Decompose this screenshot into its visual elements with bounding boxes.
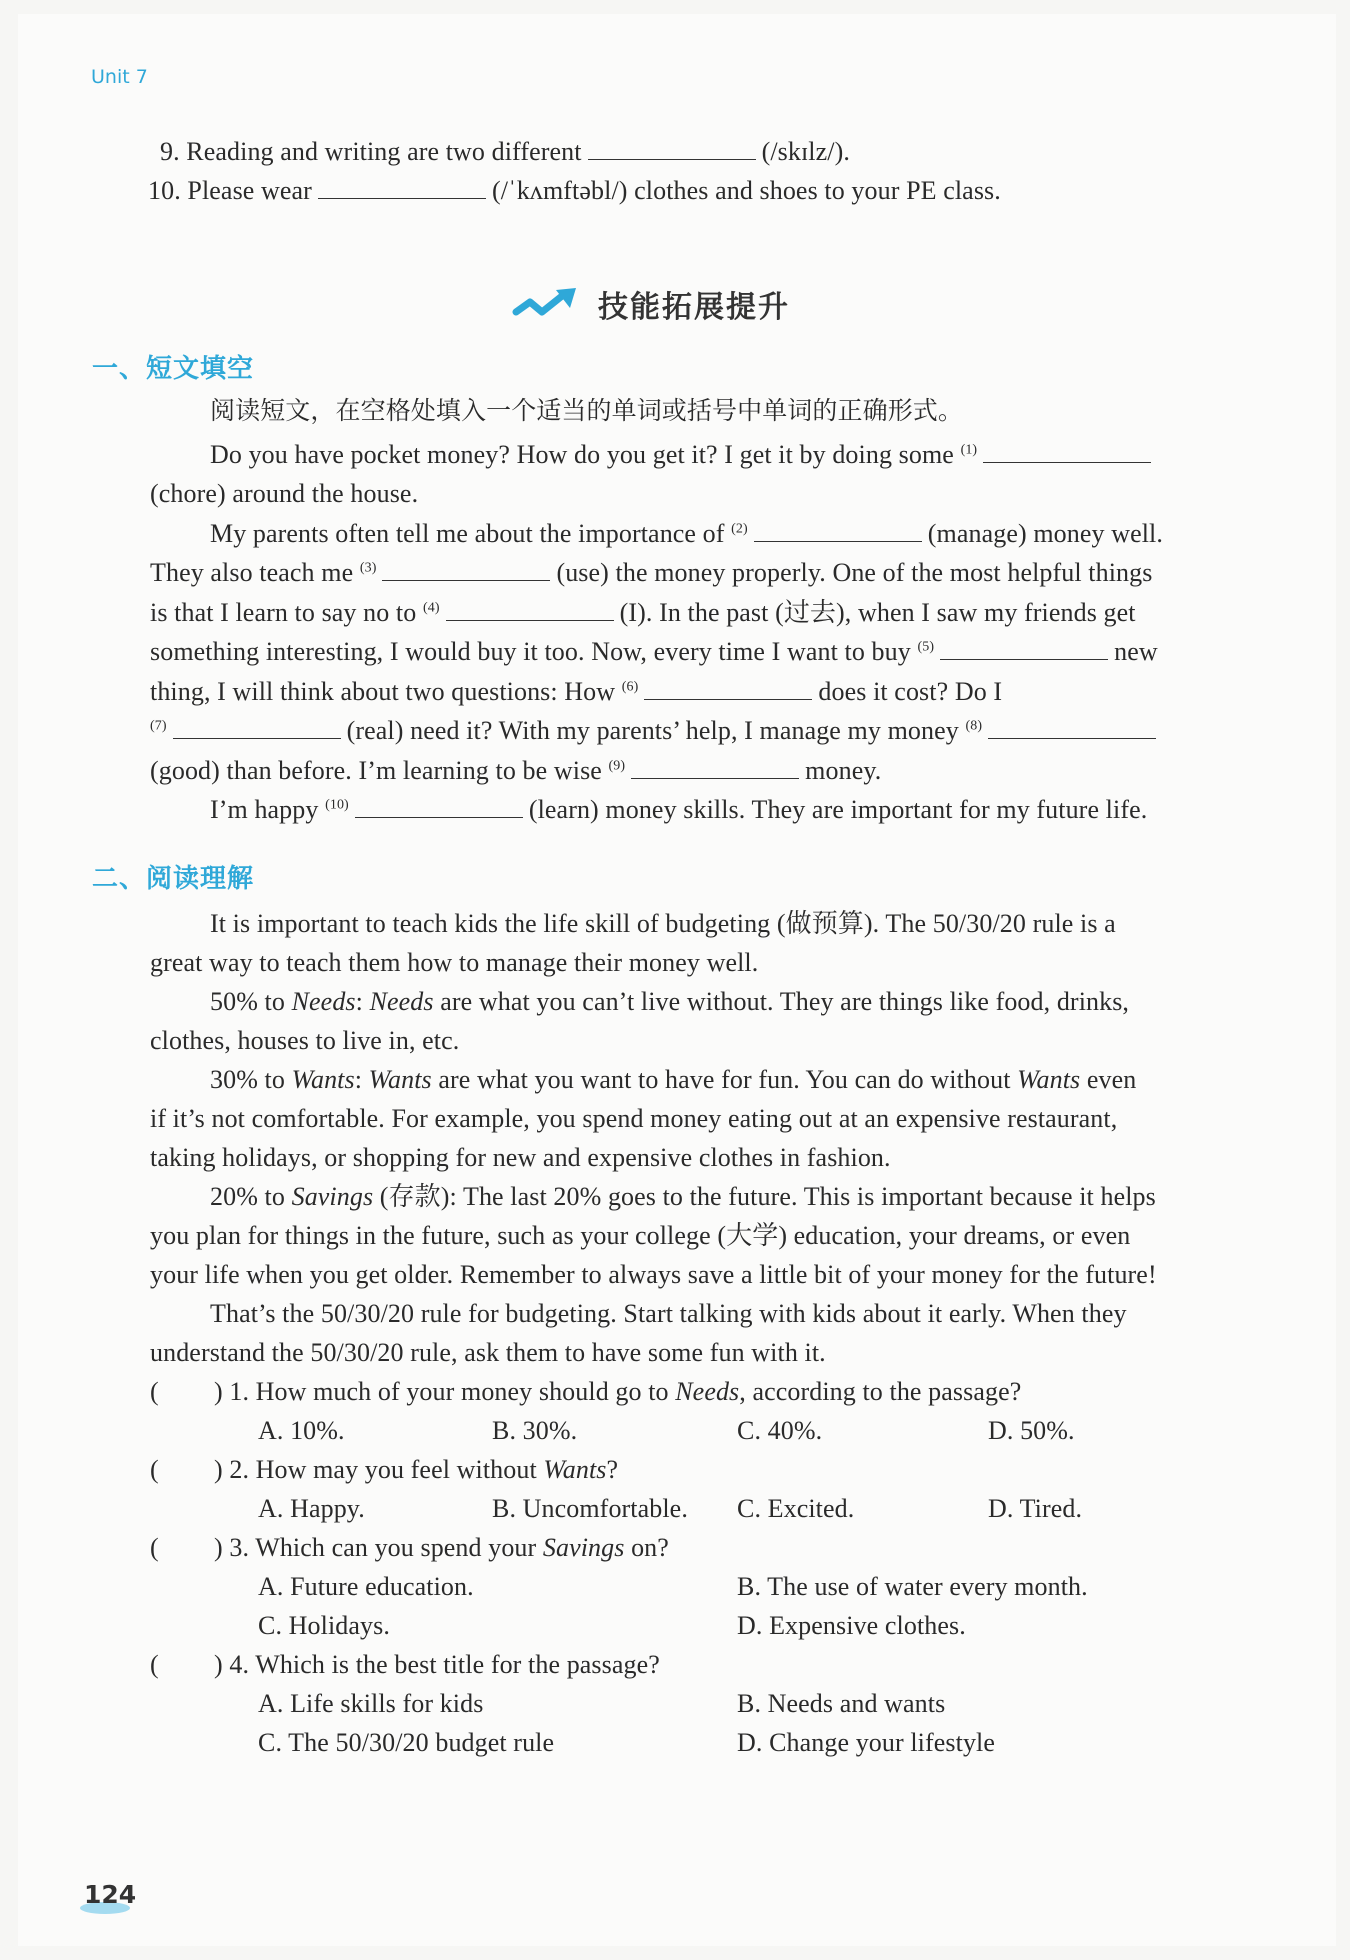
answer-blank[interactable] xyxy=(355,793,523,818)
rising-trend-icon xyxy=(512,286,582,322)
answer-blank[interactable] xyxy=(631,754,799,779)
q2-option-d[interactable]: D. Tired. xyxy=(988,1494,1083,1523)
question-4: ) 4. Which is the best title for the passage? xyxy=(214,1650,660,1679)
answer-blank[interactable] xyxy=(382,556,550,581)
passage-p3-line2: if it’s not comfortable. For example, you spend money eating out at an expensive restaurant, xyxy=(150,1104,1118,1133)
passage-p3-line3: taking holidays, or shopping for new and expensive clothes in fashion. xyxy=(150,1143,891,1172)
cloze-line-8: $^{(7)}$ (real) need it? With my parents’ help, I manage my money $^{(8)}$ xyxy=(150,714,1162,748)
passage-p3-line1: 30% to Wants: Wants are what you want to have for fun. You can do without Wants even xyxy=(210,1065,1137,1094)
passage-p2-line1: 50% to Needs: Needs are what you can’t live without. They are things like food, drinks, xyxy=(210,987,1130,1016)
cloze-line-2: (chore) around the house. xyxy=(150,479,419,508)
question-2: ) 2. How may you feel without Wants? xyxy=(214,1455,619,1484)
answer-blank[interactable] xyxy=(446,596,614,621)
q4-option-c[interactable]: C. The 50/30/20 budget rule xyxy=(258,1728,555,1757)
section2-heading: 二、阅读理解 xyxy=(92,864,255,894)
q2-option-a[interactable]: A. Happy. xyxy=(258,1494,365,1523)
q1-option-d[interactable]: D. 50%. xyxy=(988,1416,1075,1445)
question-1: ) 1. How much of your money should go to Needs, according to the passage? xyxy=(214,1377,1022,1406)
q1-option-a[interactable]: A. 10%. xyxy=(258,1416,345,1445)
answer-blank[interactable] xyxy=(983,438,1151,463)
section-banner xyxy=(512,282,790,326)
cloze-line-4: They also teach me $^{(3)}$ (use) the money properly. One of the most helpful things xyxy=(150,558,1153,587)
passage-p5-line2: understand the 50/30/20 rule, ask them to have some fun with it. xyxy=(150,1338,826,1367)
vocab-q10: 10. Please wear (/ˈkʌmftəbl/) clothes and shoes to your PE class. xyxy=(148,176,1001,205)
answer-bracket[interactable]: ( xyxy=(150,1650,159,1679)
passage-p5-line1: That’s the 50/30/20 rule for budgeting. Start talking with kids about it early. When they xyxy=(210,1299,1127,1328)
passage-p4-line3: your life when you get older. Remember to always save a little bit of your money for the future! xyxy=(150,1260,1157,1289)
banner-title: 技能拓展提升 xyxy=(598,290,790,325)
section1-heading: 一、短文填空 xyxy=(92,354,255,384)
answer-blank[interactable] xyxy=(988,714,1156,739)
cloze-line-9: (good) than before. I’m learning to be wise $^{(9)}$ money. xyxy=(150,756,882,785)
q3-option-a[interactable]: A. Future education. xyxy=(258,1572,474,1601)
passage-p2-line2: clothes, houses to live in, etc. xyxy=(150,1026,460,1055)
cloze-line-6: something interesting, I would buy it too. Now, every time I want to buy $^{(5)}$ new xyxy=(150,637,1158,666)
vocab-q9: 9. Reading and writing are two different (/skɪlz/). xyxy=(160,137,850,166)
answer-blank[interactable] xyxy=(644,675,812,700)
answer-bracket[interactable]: ( xyxy=(150,1455,159,1484)
cloze-line-10: I’m happy $^{(10)}$ (learn) money skills. They are important for my future life. xyxy=(210,795,1148,824)
answer-blank[interactable] xyxy=(173,714,341,739)
unit-label: Unit 7 xyxy=(91,66,148,88)
q4-option-b[interactable]: B. Needs and wants xyxy=(737,1689,946,1718)
answer-blank[interactable] xyxy=(754,517,922,542)
passage-p4-line2: you plan for things in the future, such as your college (大学) education, your dreams, or even xyxy=(150,1221,1131,1250)
q4-option-d[interactable]: D. Change your lifestyle xyxy=(737,1728,996,1757)
q3-option-b[interactable]: B. The use of water every month. xyxy=(737,1572,1088,1601)
passage-p4-line1: 20% to Savings (存款): The last 20% goes to the future. This is important because it helps xyxy=(210,1182,1156,1211)
q3-option-d[interactable]: D. Expensive clothes. xyxy=(737,1611,966,1640)
question-3: ) 3. Which can you spend your Savings on? xyxy=(214,1533,669,1562)
page-number: 124 xyxy=(84,1880,137,1909)
q2-option-b[interactable]: B. Uncomfortable. xyxy=(492,1494,688,1523)
passage-p1-line1: It is important to teach kids the life skill of budgeting (做预算). The 50/30/20 rule is a xyxy=(210,909,1116,938)
answer-bracket[interactable]: ( xyxy=(150,1377,159,1406)
q4-option-a[interactable]: A. Life skills for kids xyxy=(258,1689,484,1718)
answer-blank[interactable] xyxy=(318,174,486,199)
answer-blank[interactable] xyxy=(588,135,756,160)
section1-instruction: 阅读短文，在空格处填入一个适当的单词或括号中单词的正确形式。 xyxy=(210,396,964,425)
cloze-line-5: is that I learn to say no to $^{(4)}$ (I). In the past (过去), when I saw my friends get xyxy=(150,598,1136,627)
q1-option-b[interactable]: B. 30%. xyxy=(492,1416,578,1445)
cloze-line-1: Do you have pocket money? How do you get it? I get it by doing some $^{(1)}$ xyxy=(210,438,1157,472)
cloze-line-3: My parents often tell me about the importance of $^{(2)}$ (manage) money well. xyxy=(210,519,1163,548)
q3-option-c[interactable]: C. Holidays. xyxy=(258,1611,390,1640)
answer-bracket[interactable]: ( xyxy=(150,1533,159,1562)
passage-p1-line2: great way to teach them how to manage their money well. xyxy=(150,948,759,977)
q2-option-c[interactable]: C. Excited. xyxy=(737,1494,855,1523)
q1-option-c[interactable]: C. 40%. xyxy=(737,1416,823,1445)
answer-blank[interactable] xyxy=(940,635,1108,660)
cloze-line-7: thing, I will think about two questions: How $^{(6)}$ does it cost? Do I xyxy=(150,677,1003,706)
